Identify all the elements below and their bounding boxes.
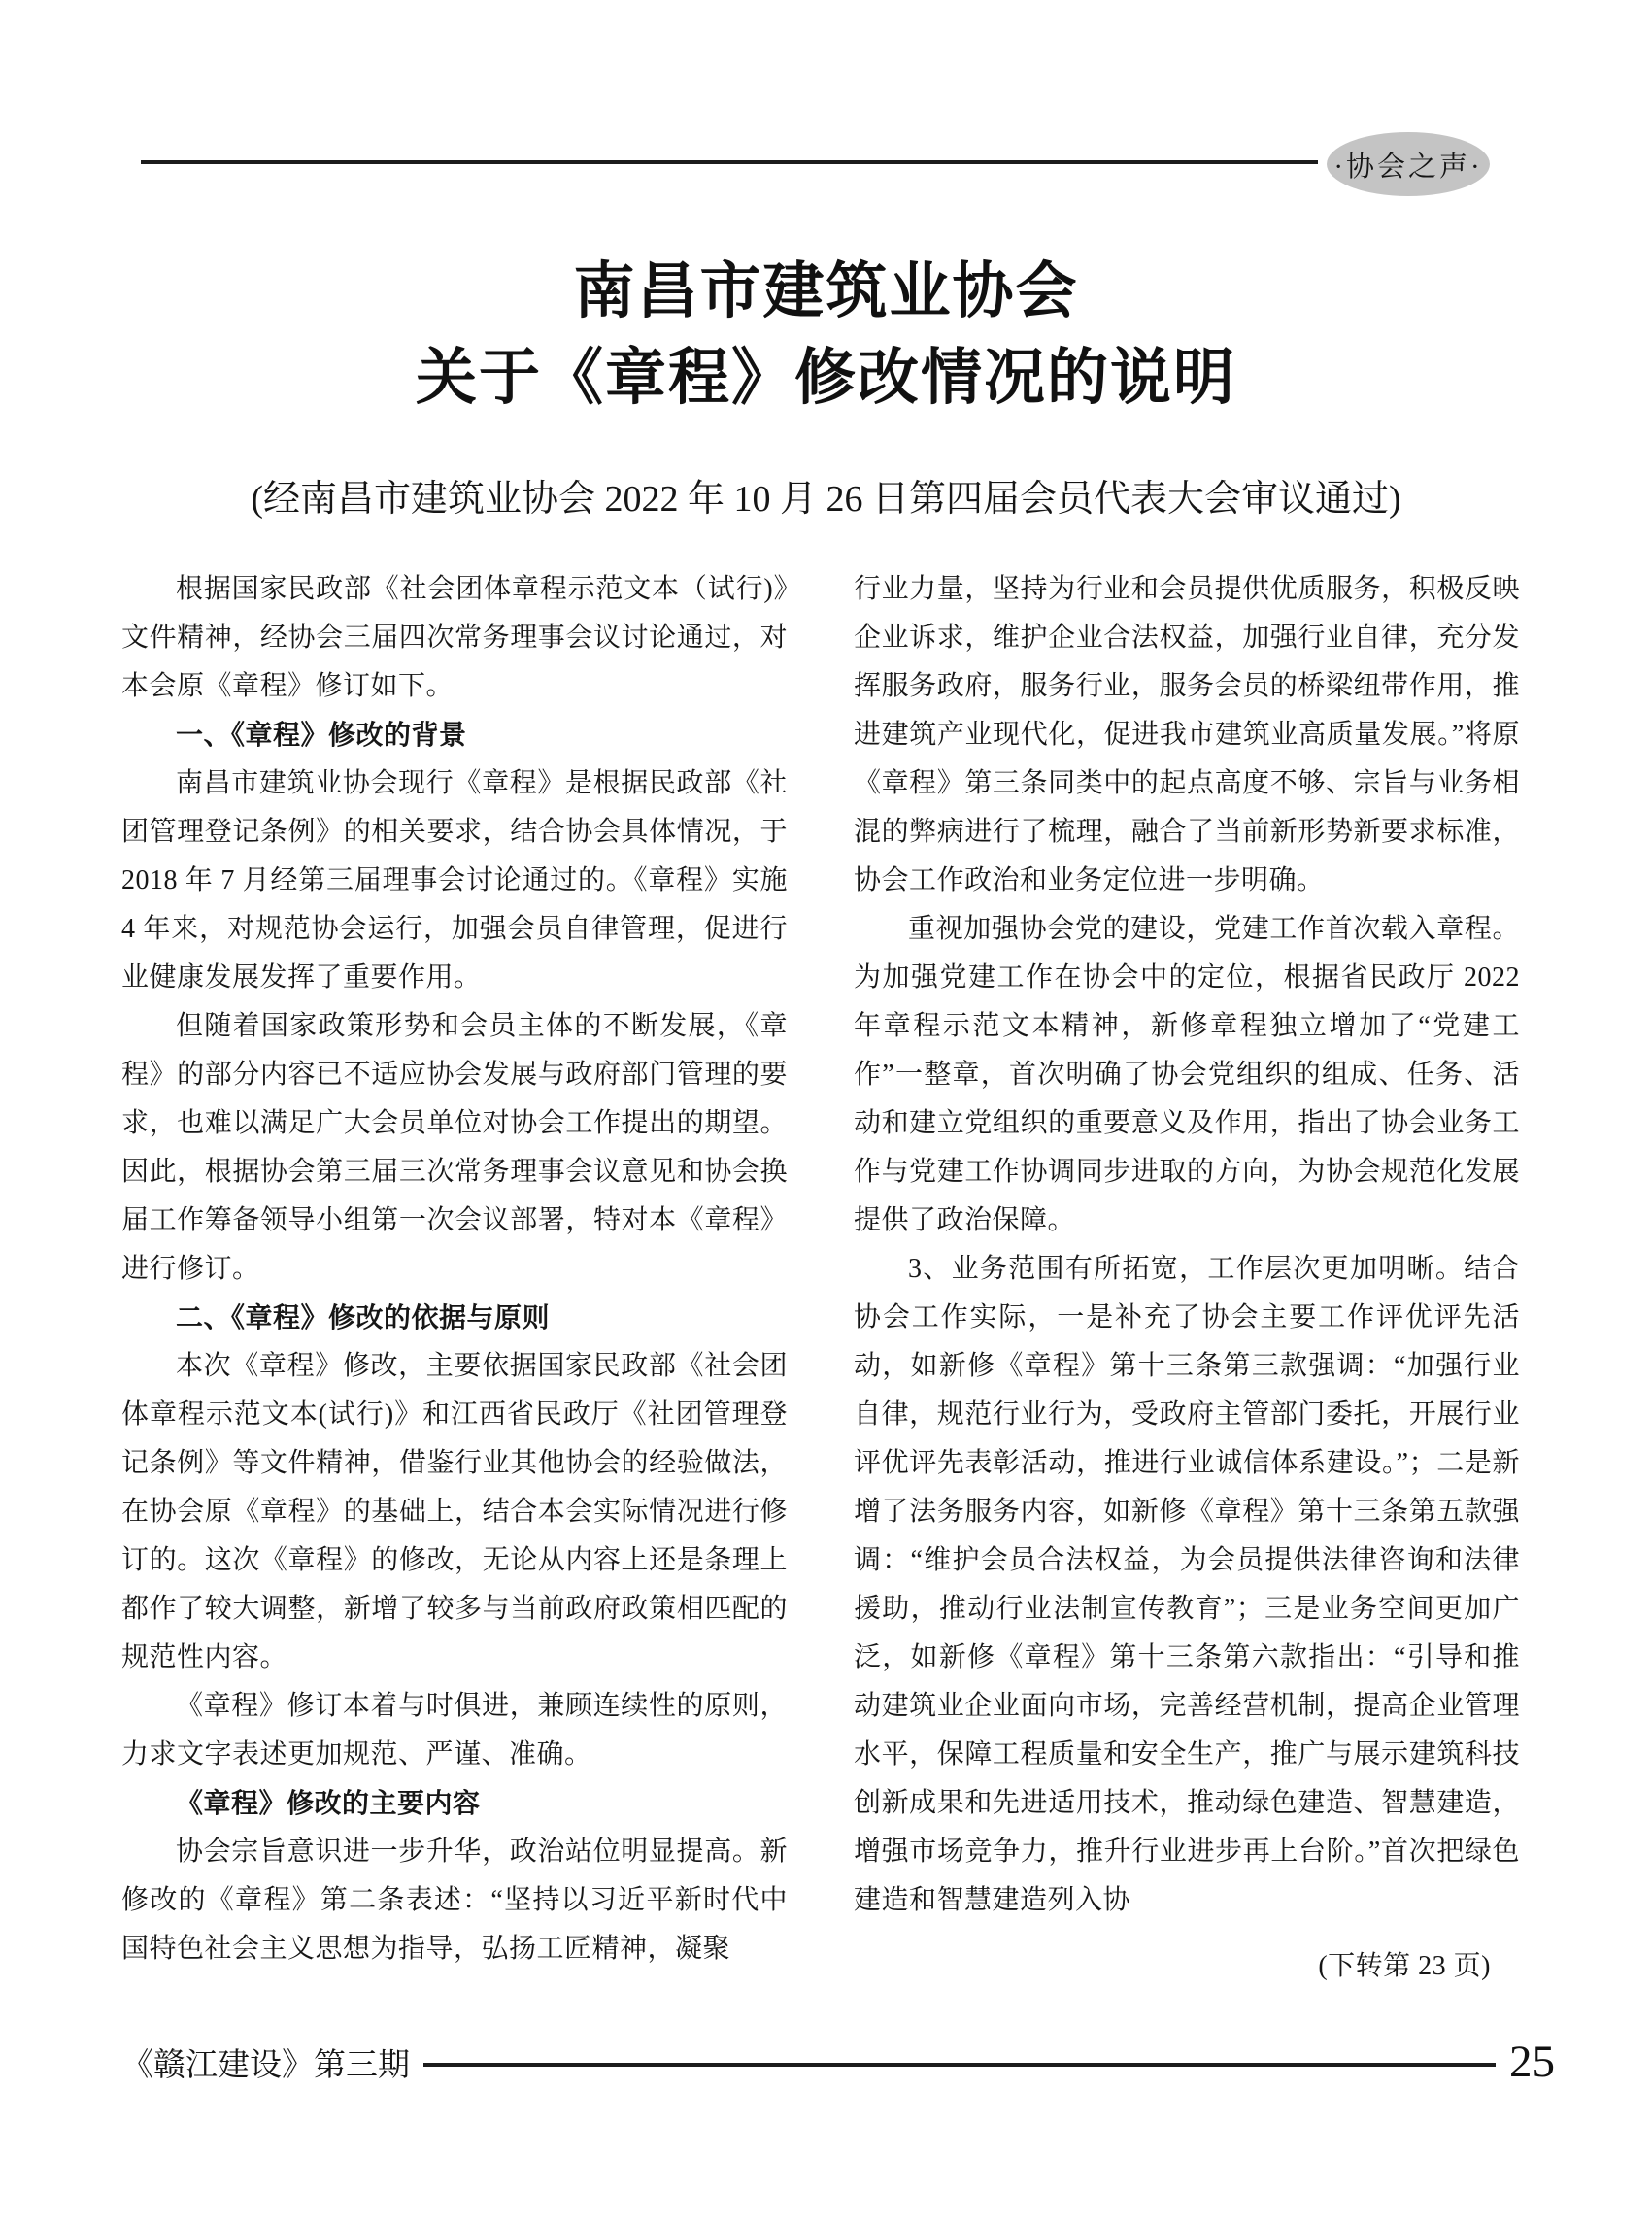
page-footer [121,2037,1555,2087]
section-heading: 二、《章程》修改的依据与原则 [176,1302,551,1332]
paragraph: 根据国家民政部《社会团体章程示范文本（试行)》文件精神，经协会三届四次常务理事会议讨论通过，对本会原《章程》修订如下。 [121,574,788,701]
footer-journal-title: 《赣江建设》第三期 [121,2048,410,2083]
article-title-line1: 南昌市建筑业协会 [573,257,1079,325]
left-column [121,565,788,1991]
right-column [854,565,1520,1991]
paragraph: 协会宗旨意识进一步升华，政治站位明显提高。新修改的《章程》第二条表述：“坚持以习近平新时代中国特色社会主义思想为指导，弘扬工匠精神，凝聚 [121,1837,788,1964]
article-title-line2: 关于《章程》修改情况的说明 [416,344,1236,412]
section-badge-label: ·协会之声· [1333,151,1483,183]
paragraph: 3、业务范围有所拓宽，工作层次更加明晰。结合协会工作实际，一是补充了协会主要工作评优评先活动，如新修《章程》第十三条第三款强调：“加强行业自律，规范行业行为，受政府主管部门委托，开展行业评优评先表彰活动，推进行业诚信体系建设。”；二是新增了法务服务内容，如新修《章程》第十三条第五款强调：“维护会员合法权益，为会员提供法律咨询和法律援助，推动行业法制宣传教育”；三是业务空间更加广泛，如新修《章程》第十三条第六款指出：“引导和推动建筑业企业面向市场，完善经营机制，提高企业管理水平，保障工程质量和安全生产，推广与展示建筑科技创新成果和先进适用技术，推动绿色建造、智慧建造，增强市场竞争力，推升行业进步再上台阶。”首次把绿色建造和智慧建造列入协 [854,1254,1520,1915]
section-heading: 一、《章程》修改的背景 [176,720,467,750]
article-title [0,249,1652,421]
article-body [121,565,1520,1991]
paragraph-continuation: 行业力量，坚持为行业和会员提供优质服务，积极反映企业诉求，维护企业合法权益，加强行业自律，充分发挥服务政府，服务行业，服务会员的桥梁纽带作用，推进建筑产业现代化，促进我市建筑业高质量发展。”将原《章程》第三条同类中的起点高度不够、宗旨与业务相混的弊病进行了梳理，融合了当前新形势新要求标准，协会工作政治和业务定位进一步明确。 [854,574,1520,895]
paragraph: 《章程》修订本着与时俱进，兼顾连续性的原则，力求文字表述更加规范、严谨、准确。 [121,1691,788,1770]
continuation-note: (下转第 23 页) [1318,1951,1491,1981]
paragraph: 本次《章程》修改，主要依据国家民政部《社会团体章程示范文本(试行)》和江西省民政厅《社团管理登记条例》等文件精神，借鉴行业其他协会的经验做法，在协会原《章程》的基础上，结合本会实际情况进行修订的。这次《章程》的修改，无论从内容上还是条理上都作了较大调整，新增了较多与当前政府政策相匹配的规范性内容。 [121,1351,788,1672]
page-number: 25 [1509,2037,1555,2087]
paragraph: 但随着国家政策形势和会员主体的不断发展，《章程》的部分内容已不适应协会发展与政府部门管理的要求，也难以满足广大会员单位对协会工作提出的期望。因此，根据协会第三届三次常务理事会议意见和协会换届工作筹备领导小组第一次会议部署，特对本《章程》进行修订。 [121,1011,788,1284]
approval-note: (经南昌市建筑业协会 2022 年 10 月 26 日第四届会员代表大会审议通过) [251,479,1401,520]
section-badge [1327,132,1490,196]
paragraph: 南昌市建筑业协会现行《章程》是根据民政部《社团管理登记条例》的相关要求，结合协会具体情况，于 2018 年 7 月经第三届理事会讨论通过的。《章程》实施 4 年来，对规范协会运行，加强会员自律管理，促进行业健康发展发挥了重要作用。 [121,768,788,993]
header-rule [141,160,1318,164]
paragraph: 重视加强协会党的建设，党建工作首次载入章程。为加强党建工作在协会中的定位，根据省民政厅 2022 年章程示范文本精神，新修章程独立增加了“党建工作”一整章，首次明确了协会党组织的组成、任务、活动和建立党组织的重要意义及作用，指出了协会业务工作与党建工作协调同步进取的方向，为协会规范化发展提供了政治保障。 [854,914,1520,1235]
footer-rule [423,2063,1496,2067]
section-heading: 《章程》修改的主要内容 [176,1788,481,1818]
